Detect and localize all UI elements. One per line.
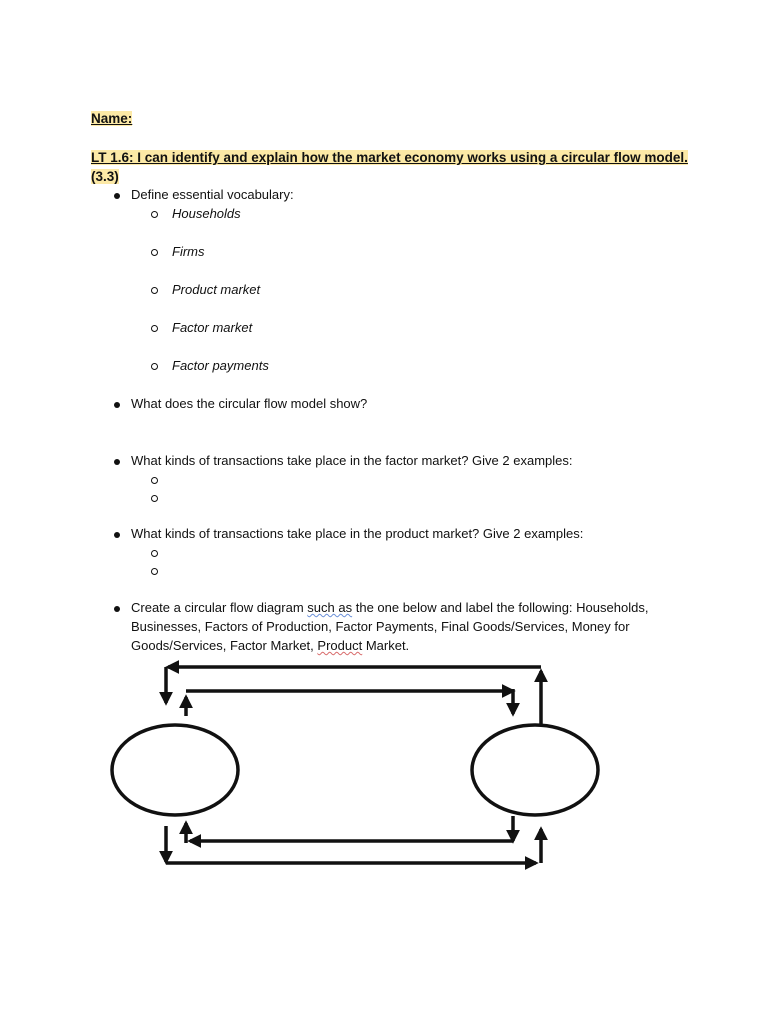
question-model: What does the circular flow model show? — [131, 396, 368, 411]
name-label: Name: — [91, 111, 133, 126]
create-line3: Goods/Services, Factor Market, Product Market. — [131, 638, 410, 653]
define-prompt: Define essential vocabulary: — [131, 187, 294, 202]
create-line1: Create a circular flow diagram such as the one below and label the following: Households, — [131, 600, 649, 615]
term-firms: Firms — [172, 244, 205, 259]
term-factor-market: Factor market — [172, 320, 253, 335]
learning-target-line2: (3.3) — [91, 169, 119, 184]
right-oval — [472, 725, 598, 815]
question-factor-market: What kinds of transactions take place in the factor market? Give 2 examples: — [131, 453, 573, 468]
question-product-market: What kinds of transactions take place in the product market? Give 2 examples: — [131, 526, 584, 541]
left-oval — [112, 725, 238, 815]
term-factor-payments: Factor payments — [172, 358, 269, 373]
term-households: Households — [172, 206, 241, 221]
learning-target-line1: LT 1.6: I can identify and explain how the market economy works using a circular flow model. — [91, 150, 688, 165]
term-product-market: Product market — [172, 282, 261, 297]
create-line2: Businesses, Factors of Production, Factor Payments, Final Goods/Services, Money for — [131, 619, 630, 634]
